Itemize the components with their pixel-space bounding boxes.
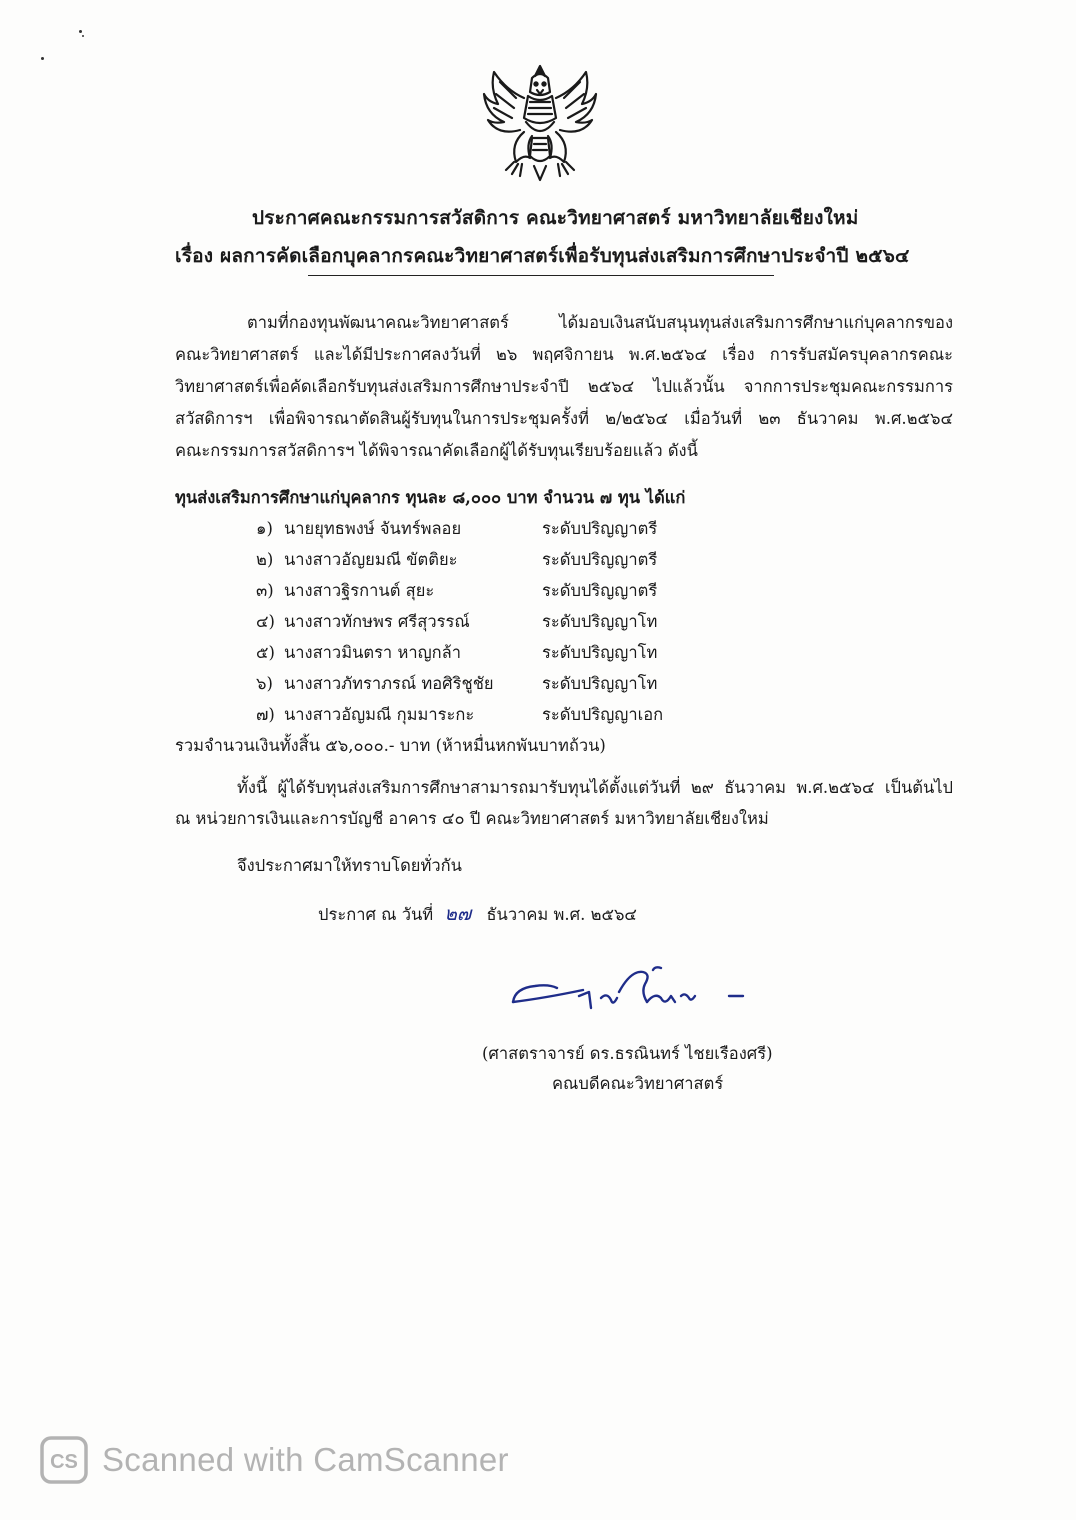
paragraph2-line2: ณ หน่วยการเงินและการบัญชี อาคาร ๔๐ ปี คณะวิทยาศาสตร์ มหาวิทยาลัยเชียงใหม่ [175,809,769,828]
signer-name: (ศาสตราจารย์ ดร.ธรณินทร์ ไชยเรืองศรี) [482,1044,773,1063]
list-item-level: ระดับปริญญาโท [542,674,658,693]
list-item-number: ๑) [256,519,273,538]
list-item-name: นางสาวภัทราภรณ์ ทอศิริชูชัย [284,674,494,693]
list-item-name: นางสาวฐิรกานต์ สุยะ [284,581,435,600]
announcement-closing: จึงประกาศมาให้ทราบโดยทั่วกัน [237,856,462,875]
list-item-name: นางสาวทักษพร ศรีสุวรรณ์ [284,612,470,631]
camscanner-watermark [40,1436,509,1484]
list-item-name: นายยุทธพงษ์ จันทร์พลอย [284,519,462,538]
list-item-number: ๖) [256,674,273,693]
paragraph1-line2: คณะวิทยาศาสตร์ และได้มีประกาศลงวันที่ ๒๖ พฤศจิกายน พ.ศ.๒๕๖๔ เรื่อง การรับสมัครบุคลากรคณะ [175,345,953,364]
list-item-level: ระดับปริญญาเอก [542,705,664,724]
list-item-number: ๗) [256,705,275,724]
list-item-number: ๓) [256,581,274,600]
watermark-text: Scanned with CamScanner [102,1441,509,1478]
list-item-number: ๔) [256,612,275,631]
handwritten-signature [505,962,755,1024]
paragraph2-line1: ทั้งนี้ ผู้ได้รับทุนส่งเสริมการศึกษาสามารถมารับทุนได้ตั้งแต่วันที่ ๒๙ ธันวาคม พ.ศ.๒๕๖๔ เป็นต้นไป [237,778,953,797]
announcement-title-line1: ประกาศคณะกรรมการสวัสดิการ คณะวิทยาศาสตร์ มหาวิทยาลัยเชียงใหม่ [252,207,859,229]
list-item-level: ระดับปริญญาตรี [542,519,658,538]
grant-heading: ทุนส่งเสริมการศึกษาแก่บุคลากร ทุนละ ๘,๐๐๐ บาท จำนวน ๗ ทุน ได้แก่ [175,488,686,507]
paragraph1-line3: วิทยาศาสตร์เพื่อคัดเลือกรับทุนส่งเสริมการศึกษาประจำปี ๒๕๖๔ ไปแล้วนั้น จากการประชุมคณะกรรมการ [175,377,953,396]
paragraph1-line4: สวัสดิการฯ เพื่อพิจารณาตัดสินผู้รับทุนในการประชุมครั้งที่ ๒/๒๕๖๔ เมื่อวันที่ ๒๓ ธันวาคม พ.ศ.๒๕๖๔ [175,409,953,428]
total-amount-line: รวมจำนวนเงินทั้งสิ้น ๕๖,๐๐๐.- บาท (ห้าหมื่นหกพันบาทถ้วน) [175,736,606,755]
list-item-level: ระดับปริญญาตรี [542,550,658,569]
paragraph1-line1: ตามที่กองทุนพัฒนาคณะวิทยาศาสตร์ ได้มอบเงินสนับสนุนทุนส่งเสริมการศึกษาแก่บุคลากรของ [247,313,953,332]
list-item-level: ระดับปริญญาโท [542,612,658,631]
paragraph1-line5: คณะกรรมการสวัสดิการฯ ได้พิจารณาคัดเลือกผู้ได้รับทุนเรียบร้อยแล้ว ดังนี้ [175,441,698,460]
camscanner-logo-text: CS [50,1451,78,1473]
list-item-name: นางสาวมินตรา หาญกล้า [284,643,462,662]
list-item-name: นางสาวอัญยมณี ขัตติยะ [284,550,458,569]
announcement-date [318,903,637,926]
list-item-number: ๒) [256,550,274,569]
list-item-number: ๕) [256,643,275,662]
date-day: ๒๗ [444,903,472,925]
signer-position: คณบดีคณะวิทยาศาสตร์ [552,1074,724,1093]
announcement-title-line2: เรื่อง ผลการคัดเลือกบุคลากรคณะวิทยาศาสตร์เพื่อรับทุนส่งเสริมการศึกษาประจำปี ๒๕๖๔ [175,245,910,267]
list-item-level: ระดับปริญญาโท [542,643,658,662]
date-prefix: ประกาศ ณ วันที่ [318,905,434,924]
date-suffix: ธันวาคม พ.ศ. ๒๕๖๔ [486,905,637,924]
list-item-name: นางสาวอัญมณี กุมมาระกะ [284,705,475,724]
list-item-level: ระดับปริญญาตรี [542,581,658,600]
camscanner-logo-icon [40,1436,88,1484]
garuda-emblem-icon [480,58,600,186]
title-underline [308,275,774,276]
